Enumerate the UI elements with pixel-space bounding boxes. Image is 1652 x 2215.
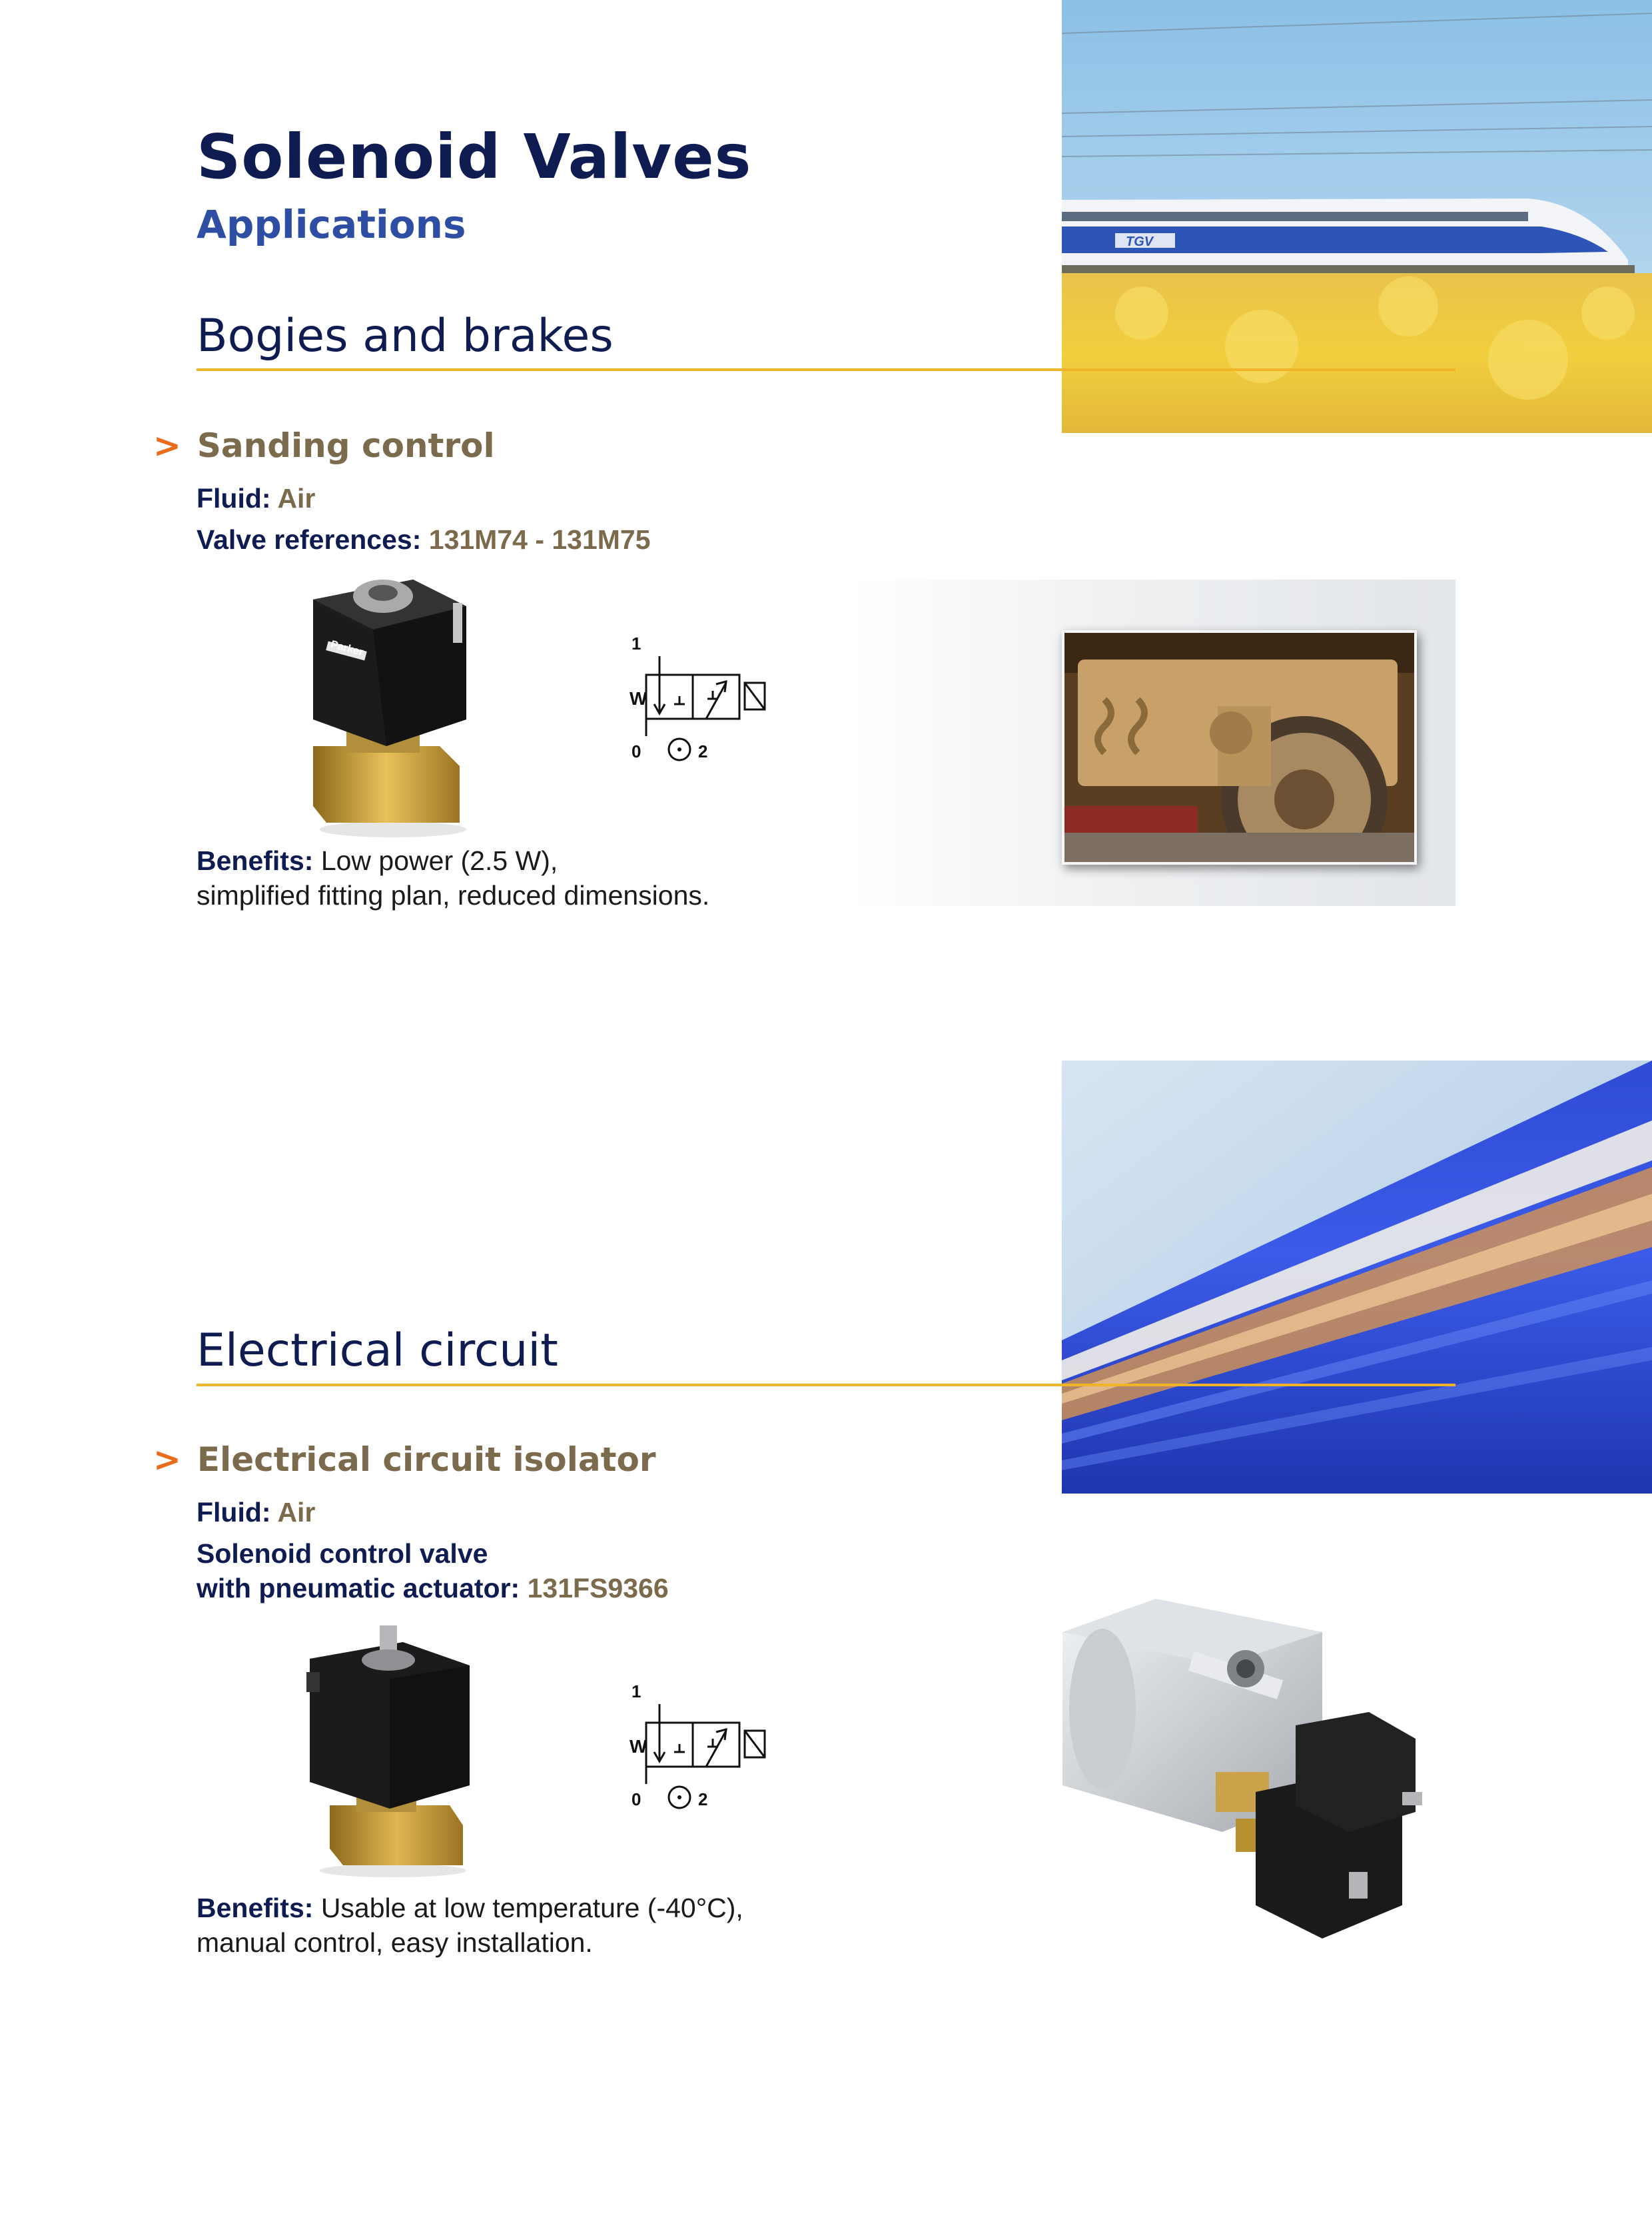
pneumatic-symbol-1 <box>620 630 773 766</box>
tgv-badge: TGV <box>1126 234 1154 249</box>
valve-references-label: Valve references: <box>197 524 422 555</box>
fluid-value: Air <box>277 1497 316 1528</box>
valve-references-value: 131M74 - 131M75 <box>428 524 651 555</box>
section-rule <box>197 1384 1455 1386</box>
page-subtitle: Applications <box>197 202 466 247</box>
benefits-line-1: Low power (2.5 W), <box>320 845 558 876</box>
section-heading-bogies: Bogies and brakes <box>197 310 614 362</box>
section-heading-electrical: Electrical circuit <box>197 1324 558 1377</box>
application-title-text: Sanding control <box>197 426 495 465</box>
control-valve-label-2: with pneumatic actuator: <box>197 1573 520 1603</box>
fluid-value: Air <box>277 483 316 514</box>
benefits-line-1: Usable at low temperature (-40°C), <box>320 1893 743 1923</box>
control-valve-spec <box>197 1536 669 1605</box>
blue-train-photo <box>1062 1061 1652 1494</box>
section-rule <box>197 368 1455 371</box>
control-valve-label-1: Solenoid control valve <box>197 1538 488 1569</box>
application-title-text: Electrical circuit isolator <box>197 1440 656 1479</box>
benefits-label: Benefits: <box>197 845 314 876</box>
pneumatic-symbol-2 <box>620 1677 773 1814</box>
port-0-label: 0 <box>631 1789 641 1809</box>
port-0-label: 0 <box>631 741 641 761</box>
page-title: Solenoid Valves <box>197 121 752 193</box>
arrow-icon: > <box>153 1440 181 1479</box>
circuit-isolator-photo <box>1056 1592 1429 1955</box>
solenoid-valve-photo-2 <box>303 1625 483 1879</box>
port-1-label: 1 <box>631 1681 641 1701</box>
benefits-text-1 <box>197 843 709 913</box>
benefits-line-2: manual control, easy installation. <box>197 1927 593 1958</box>
application-title-sanding <box>153 426 495 465</box>
spring-label: W <box>629 1736 647 1757</box>
application-title-isolator <box>153 1440 656 1479</box>
fluid-label: Fluid: <box>197 483 271 514</box>
benefits-line-2: simplified fitting plan, reduced dimensions. <box>197 880 710 911</box>
valve-brand-label: Parker <box>329 638 365 659</box>
fluid-label: Fluid: <box>197 1497 271 1528</box>
solenoid-valve-photo <box>306 566 480 839</box>
fluid-spec <box>197 1495 315 1530</box>
bogie-photo <box>1062 630 1417 865</box>
valve-references-spec <box>197 522 651 557</box>
benefits-text-2 <box>197 1891 743 1960</box>
spring-label: W <box>629 688 647 709</box>
port-1-label: 1 <box>631 634 641 654</box>
fluid-spec <box>197 481 315 516</box>
port-2-label: 2 <box>698 741 708 761</box>
control-valve-value: 131FS9366 <box>527 1573 669 1603</box>
arrow-icon: > <box>153 426 181 465</box>
benefits-label: Benefits: <box>197 1893 314 1923</box>
port-2-label: 2 <box>698 1789 708 1809</box>
